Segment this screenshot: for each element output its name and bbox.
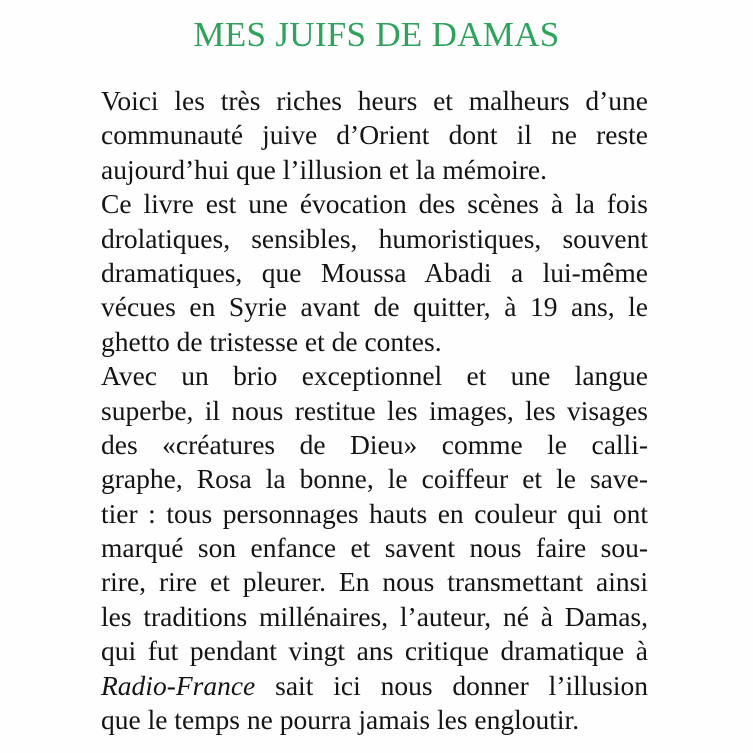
- text-line-7: vécues en Syrie avant de quitter, à 19 ans, le: [101, 291, 648, 323]
- text-line-2: communauté juive d’Orient dont il ne reste: [101, 119, 648, 151]
- book-title: MES JUIFS DE DAMAS: [193, 15, 560, 54]
- text-line-10: superbe, il nous restitue les images, les visages: [101, 394, 648, 426]
- text-line-14: marqué son enfance et savent nous faire sou-: [101, 532, 648, 564]
- text-line-18: [101, 669, 648, 703]
- text-line-13: tier : tous personnages hauts en couleur qui ont: [101, 497, 648, 529]
- radio-france-italic: Radio-France: [101, 669, 256, 701]
- text-line-9: Avec un brio exceptionnel et une langue: [101, 360, 648, 392]
- text-line-8: ghetto de tristesse et de contes.: [101, 325, 442, 357]
- blurb-text: [101, 84, 648, 737]
- text-line-16: les traditions millénaires, l’auteur, né à Damas,: [101, 600, 648, 632]
- text-line-4: Ce livre est une évocation des scènes à la fois: [101, 188, 648, 220]
- text-line-1: Voici les très riches heurs et malheurs d’une: [101, 85, 648, 116]
- text-line-5: drolatiques, sensibles, humoristiques, souvent: [101, 222, 648, 254]
- text-line-12: graphe, Rosa la bonne, le coiffeur et le save-: [101, 463, 648, 495]
- text-line-19: que le temps ne pourra jamais les engloutir.: [101, 704, 580, 736]
- text-line-6: dramatiques, que Moussa Abadi a lui-même: [101, 256, 648, 288]
- text-line-18-rest: sait ici nous donner l’illusion: [255, 669, 648, 701]
- text-line-17: qui fut pendant vingt ans critique dramatique à: [101, 635, 648, 667]
- text-line-15: rire, rire et pleurer. En nous transmettant ainsi: [101, 566, 648, 598]
- text-line-11: des «créatures de Dieu» comme le calli-: [101, 428, 648, 460]
- text-line-3: aujourd’hui que l’illusion et la mémoire.: [101, 153, 548, 185]
